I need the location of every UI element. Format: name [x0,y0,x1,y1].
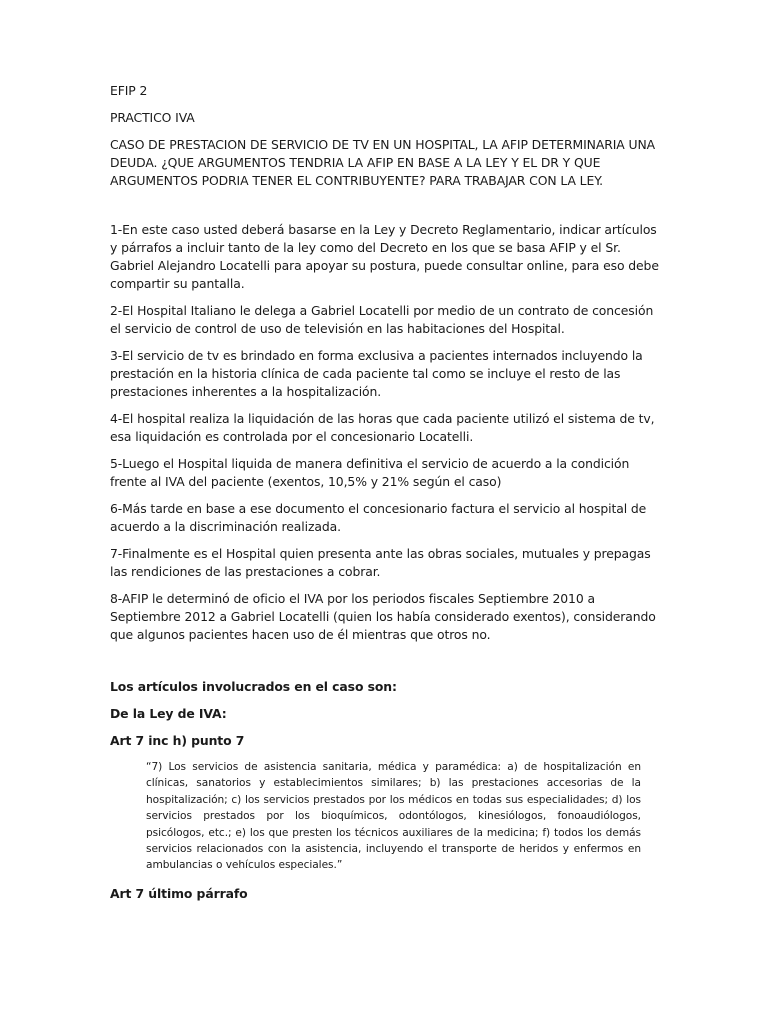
case-item-3: 3-El servicio de tv es brindado en forma exclusiva a pacientes internados incluyendo la prestación en la historia clínica de cada paciente tal como se incluye el resto de las prestaciones inherentes a la hospitalización. [110,348,643,399]
document-page [110,82,660,912]
case-item-1: 1-En este caso usted deberá basarse en la Ley y Decreto Reglamentario, indicar artículos y párrafos a incluir tanto de la ley como del Decreto en los que se basa AFIP y el Sr. Gabriel Alejandro Locatelli para apoyar su postura, puede consultar online, para eso debe compartir su pantalla. [110,222,659,291]
article-heading-7h7: Art 7 inc h) punto 7 [110,733,245,748]
case-item-6: 6-Más tarde en base a ese documento el concesionario factura el servicio al hospital de acuerdo a la discriminación realizada. [110,501,647,534]
article-heading-7-last: Art 7 último párrafo [110,885,248,901]
articles-heading: Los artículos involucrados en el caso son: [110,679,397,694]
case-item-7: 7-Finalmente es el Hospital quien presenta ante las obras sociales, mutuales y prepagas las rendiciones de las prestaciones a cobrar. [110,546,651,579]
course-title: EFIP 2 [110,83,148,98]
article-quote: “7) Los servicios de asistencia sanitaria, médica y paramédica: a) de hospitalización en clínicas, sanatorios y establecimientos similares; b) las prestaciones accesorias de la hospitalización; c) los servicios prestados por los médicos en todas sus especialidades; d) los servicios prestados por los bioquímicos, odontólogos, kinesiólogos, fonoaudiólogos, psicólogos, etc.; e) los que presten los técnicos auxiliares de la medicina; f) todos los demás servicios relacionados con la asistencia, incluyendo el transporte de heridos y enfermos en ambulancias o vehículos especiales.” [146,761,641,872]
practice-title: PRACTICO IVA [110,110,195,125]
case-item-4: 4-El hospital realiza la liquidación de las horas que cada paciente utilizó el sistema de tv, esa liquidación es controlada por el concesionario Locatelli. [110,411,655,444]
case-item-5: 5-Luego el Hospital liquida de manera definitiva el servicio de acuerdo a la condición frente al IVA del paciente (exentos, 10,5% y 21% según el caso) [110,456,630,489]
case-statement: CASO DE PRESTACION DE SERVICIO DE TV EN UN HOSPITAL, LA AFIP DETERMINARIA UNA DEUDA. ¿QUE ARGUMENTOS TENDRIA LA AFIP EN BASE A LA LEY Y EL DR Y QUE ARGUMENTOS PODRIA TENER EL CONTRIBUYENTE? PARA TRABAJAR CON LA LEY. [110,137,656,188]
case-item-8: 8-AFIP le determinó de oficio el IVA por los periodos fiscales Septiembre 2010 a Septiembre 2012 a Gabriel Locatelli (quien los había considerado exentos), considerando que algunos pacientes hacen uso de él mientras que otros no. [110,591,656,642]
case-item-2: 2-El Hospital Italiano le delega a Gabriel Locatelli por medio de un contrato de concesión el servicio de control de uso de televisión en las habitaciones del Hospital. [110,303,654,336]
law-heading: De la Ley de IVA: [110,706,227,721]
